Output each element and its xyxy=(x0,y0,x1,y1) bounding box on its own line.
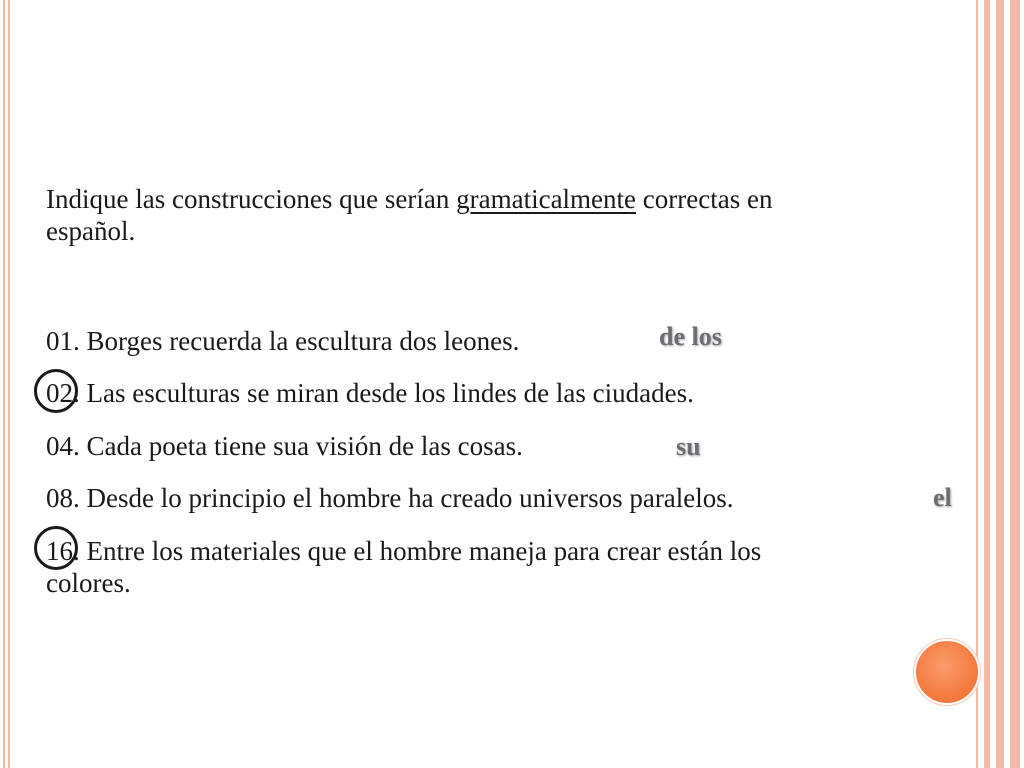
item-16-number: 16 xyxy=(46,536,73,566)
left-border-decoration xyxy=(0,0,12,768)
item-02 xyxy=(46,378,694,408)
correction-item-01: de los xyxy=(659,322,722,351)
item-16 xyxy=(46,536,761,566)
item-08: 08. Desde lo principio el hombre ha creado universos paralelos. xyxy=(46,483,734,513)
right-border-decoration xyxy=(976,0,1024,768)
item-02-number: 02 xyxy=(46,378,73,408)
right-border-line xyxy=(976,0,978,768)
item-04: 04. Cada poeta tiene sua visión de las cosas. xyxy=(46,431,523,461)
prompt-line-2: español. xyxy=(46,216,136,246)
orange-circle-decoration xyxy=(914,639,980,705)
item-16-line-2: colores. xyxy=(46,568,131,598)
circle-mark-item-16 xyxy=(34,526,78,570)
correction-item-04: su xyxy=(676,432,701,461)
prompt-line-1 xyxy=(46,184,772,214)
right-border-line xyxy=(996,0,1004,768)
circle-mark-item-02 xyxy=(34,369,78,413)
right-border-line xyxy=(1010,0,1020,768)
left-border-line xyxy=(8,0,10,768)
prompt-text-before: Indique las construcciones que serían xyxy=(46,184,457,214)
item-01: 01. Borges recuerda la escultura dos leones. xyxy=(46,326,520,356)
item-16-text: . Entre los materiales que el hombre maneja para crear están los xyxy=(73,536,762,566)
prompt-underlined-word: gramaticalmente xyxy=(456,184,637,214)
correction-item-08: el xyxy=(933,483,952,512)
prompt-text-after: correctas en xyxy=(636,184,773,214)
right-border-line xyxy=(984,0,990,768)
item-02-text: . Las esculturas se miran desde los lindes de las ciudades. xyxy=(73,378,694,408)
left-border-line xyxy=(3,0,5,768)
